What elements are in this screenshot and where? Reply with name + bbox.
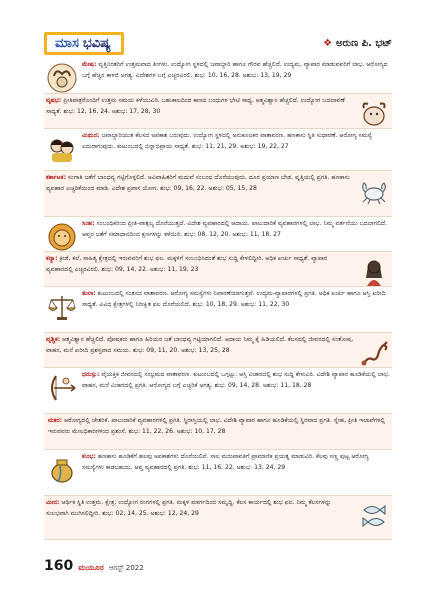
scorpio-icon	[358, 337, 390, 368]
list-item	[44, 94, 392, 129]
sign-name: ಮೀನ:	[46, 499, 60, 506]
gemini-icon	[46, 133, 78, 165]
sign-text: ಆತ್ಮವಿಶ್ವಾಸ ಹೆಚ್ಚಲಿದೆ. ಪೋಷಕರು ಹಾಗೂ ಹಿರಿಯರ ಜತೆ ಬಾಂಧವ್ಯ ಗಟ್ಟಿಯಾಗಲಿದೆ. ಆದಾಯ ನಿಮ್ಮ ಕೈ ಹಿಡಿಯಲಿದೆ. ಕೆಲಸದಲ್ಲಿ ಜೀವನದಲ್ಲಿ ಸಂತೋಷ, ವಾಹನ, ಮನೆ ಖರೀದಿ ಪ್ರಶಸ್ತವಾದ ಸಮಯ. ಶುಭ: 09, 11, 20. ಅಶುಭ: 13, 25, 28	[46, 336, 354, 354]
list-item	[44, 171, 392, 217]
page-number: 160	[44, 558, 74, 574]
sign-text: ಆರೋಗ್ಯದಲ್ಲಿ ಚೇತರಿಕೆ. ಪಾಲುದಾರಿಕೆ ವ್ಯವಹಾರಗಳಲ್ಲಿ ಪ್ರಗತಿ. ಸ್ಥಿರಾಸ್ತಿಯಲ್ಲಿ ಲಾಭ. ವಿದೇಶಿ ವ್ಯಾಪಾರ ಹಾಗೂ ಹೂಡಿಕೆಯಲ್ಲಿ ಸ್ಥಿರವಾದ ಪ್ರಗತಿ. ಸ್ನೇಹ, ಪ್ರೀತಿ ಇಲಾಖೆಗಳಲ್ಲಿ ಇರುವವರು ಮೇಲಧಿಕಾರಿಗಳಿಂದ ಪ್ರಶಂಸೆ. ಶುಭ: 11, 22, 26. ಅಶುಭ: 10, 17, 28	[48, 417, 386, 435]
list-item	[44, 287, 392, 333]
leo-lion-icon	[46, 221, 78, 252]
sign-text: ಜವಾಬ್ದಾರಿಯುತ ಕೆಲಸದ ಅವಕಾಶ ಬರುವುದು. ಉದ್ಯೋಗ ಸ್ಥಳದಲ್ಲಿ ಅನುಕೂಲಕರ ವಾತಾವರಣ. ಹಣಕಾಸು ಸ್ಥಿತಿ ಸುಧಾರಣೆ. ಆರೋಗ್ಯ ಸಮಸ್ಯೆ ಎದುರಾಗುವುದು. ಕುಟುಂಬದಲ್ಲಿ ಭಿನ್ನಾಭಿಪ್ರಾಯ ಸಾಧ್ಯತೆ. ಶುಭ: 11, 21, 29. ಅಶುಭ: 19, 22, 27	[82, 132, 372, 150]
aquarius-pot-icon	[46, 454, 78, 486]
title-part-2: ಭವಿಷ್ಯ	[82, 36, 111, 51]
issue-month: ಆಗಸ್ಟ್ 2022	[108, 564, 144, 572]
page-title	[44, 32, 124, 55]
aries-icon	[46, 62, 78, 94]
list-item	[44, 217, 392, 252]
sign-text: ಕ್ರೀಡೆ, ಕಲೆ, ಸಾಹಿತ್ಯ ಕ್ಷೇತ್ರದಲ್ಲಿ ಇರುವವರಿಗೆ ಶುಭ ಫಲ. ಮಕ್ಕಳಿಗೆ ಸಂಬಂಧಿಸಿದಂತೆ ಶುಭ ಸುದ್ದಿ ಕೇಳಲಿದ್ದೀರಿ. ಅಧಿಕ ಖರ್ಚು ಸಾಧ್ಯತೆ. ವ್ಯಾಪಾರ ವ್ಯವಹಾರದಲ್ಲಿ ಎಚ್ಚರವಿರಲಿ. ಶುಭ: 09, 14, 22. ಅಶುಭ: 11, 19, 23	[46, 255, 328, 273]
cancer-crab-icon	[358, 175, 390, 207]
sign-name: ಧನುಸ್ಸು:	[82, 371, 100, 378]
sign-text: ವೃತ್ತಿನಿರತರಿಗೆ ಉತ್ತಮವಾದ ತಿಂಗಳು. ಉದ್ಯೋಗ ಸ್ಥಳದಲ್ಲಿ ಜವಾಬ್ದಾರಿ ಹಾಗೂ ಗೌರವ ಹೆಚ್ಚಲಿದೆ. ಉದ್ಯಮ, ವ್ಯಾಪಾರ ಮಾಡುವವರಿಗೆ ಲಾಭ. ಆರೋಗ್ಯದ ಬಗ್ಗೆ ಹೆಚ್ಚಿನ ಕಾಳಜಿ ಅಗತ್ಯ. ವಿದೇಶಗಳ ಬಗ್ಗೆ ಎಚ್ಚರವಿರಲಿ. ಶುಭ: 10, 16, 28. ಅಶುಭ: 13, 19, 29	[82, 61, 388, 79]
pisces-fish-icon	[358, 500, 390, 532]
sign-name: ತುಲಾ:	[82, 290, 96, 297]
libra-scales-icon	[46, 291, 78, 323]
sign-name: ಮಕರ:	[48, 417, 63, 424]
sign-text: ವೈಯಕ್ತಿಕ ಜೀವನದಲ್ಲಿ ಸಂಭ್ರಮದ ವಾತಾವರಣ. ಕುಟುಂಬದಲ್ಲಿ ಒಗ್ಗಟ್ಟು. ಆಸ್ತಿ ವಿಚಾರದಲ್ಲಿ ಶುಭ ಸುದ್ದಿ ಕೇಳುವಿರಿ. ವಿದೇಶಿ ವ್ಯಾಪಾರ ಹೂಡಿಕೆಯಲ್ಲಿ ಲಾಭ. ವಾಹನ, ಮನೆ ವಿಚಾರದಲ್ಲಿ ಪ್ರಗತಿ. ಆರೋಗ್ಯದ ಬಗ್ಗೆ ಎಚ್ಚರಿಕೆ ಅಗತ್ಯ. ಶುಭ: 09, 14, 28. ಅಶುಭ: 11, 18, 28	[82, 371, 391, 389]
sign-text: ಕುಟುಂಬದಲ್ಲಿ ಸಂತಸದ ವಾತಾವರಣ. ಆರೋಗ್ಯ ಸಮಸ್ಯೆಗಳು ನಿವಾರಣೆಯಾಗುತ್ತವೆ. ಉದ್ಯಮ-ವ್ಯಾಪಾರಗಳಲ್ಲಿ ಪ್ರಗತಿ. ಅಧಿಕ ಖರ್ಚು ಹಾಗೂ ಆಸ್ತಿ ಖರೀದಿ ಸಾಧ್ಯತೆ. ವಿವಿಧ ಕ್ಷೇತ್ರಗಳಲ್ಲಿ ನಿರೀಕ್ಷಿತ ಫಲ ದೊರೆಯಲಿದೆ. ಶುಭ: 10, 18, 29. ಅಶುಭ: 11, 22, 30	[82, 290, 386, 308]
horoscope-list	[44, 58, 392, 540]
sign-text: ಆರ್ಥಿಕ ಸ್ಥಿತಿ ಉತ್ತಮ. ಕ್ಷೇತ್ರ, ಉದ್ಯೋಗ ರಂಗಗಳಲ್ಲಿ ಪ್ರಗತಿ. ಮಕ್ಕಳ ಮಾರ್ಗದಿಂದ ಸಮೃದ್ಧಿ. ಕೆಲಸ ಕಾರ್ಯದಲ್ಲಿ ಶುಭ ಫಲ. ನಿಮ್ಮ ಕೆಲಸಗಳನ್ನು ಸುಲಭವಾಗಿ ಮುಗಿಸಲಿದ್ದೀರಿ. ಶುಭ: 02, 14, 25. ಅಶುಭ: 12, 24, 29	[46, 499, 332, 517]
sign-name: ಮಿಥುನ:	[82, 132, 100, 139]
list-item	[44, 414, 392, 450]
sign-name: ಕರ್ಕಾಟಕ:	[46, 174, 66, 181]
list-item	[44, 368, 392, 414]
list-item	[44, 450, 392, 496]
sign-name: ಕುಂಭ:	[82, 453, 96, 460]
author-byline	[323, 38, 392, 49]
sign-text: ಪ್ರೀತಿಪಾತ್ರರೊಂದಿಗೆ ಉತ್ತಮ ಸಮಯ ಕಳೆಯುವಿರಿ. ಬಹುಕಾಲದಿಂದ ಕಾಣದ ಬಂಧುಗಳ ಭೇಟಿ ಸಾಧ್ಯ. ಆತ್ಮವಿಶ್ವಾಸ ಹೆಚ್ಚಲಿದೆ. ಉದ್ಯೋಗ ಬದಲಾವಣೆ ಸಾಧ್ಯತೆ. ಶುಭ: 12, 16, 24. ಅಶುಭ: 17, 28, 30	[46, 97, 345, 115]
list-item	[44, 252, 392, 287]
taurus-icon	[358, 98, 390, 129]
sign-name: ವೃಶ್ಚಿಕ:	[46, 336, 61, 343]
sign-text: ಸಂಬಂಧಿಕರಿಂದ ಪ್ರೀತಿ-ವಾತ್ಸಲ್ಯ ದೊರೆಯುತ್ತದೆ. ವಿದೇಶ ವ್ಯವಹಾರದಲ್ಲಿ ಆದಾಯ. ಪಾಲುದಾರಿಕೆ ವ್ಯವಹಾರಗಳಲ್ಲಿ ಲಾಭ. ನಿಮ್ಮ ವರ್ತನೆಯು ಬದಲಾಗಲಿದೆ. ಆಪ್ತರ ಜತೆಗೆ ಸಮಾಧಾನದಿಂದ ಕ್ಷಣಗಳನ್ನು ಕಳೆಯಿರಿ. ಶುಭ: 08, 12, 20. ಅಶುಭ: 11, 18, 27	[82, 220, 388, 238]
sign-name: ಕನ್ಯಾ:	[46, 255, 58, 262]
page-footer	[44, 558, 144, 574]
sign-text: ಸಂಗಾತಿ ಜತೆಗೆ ಬಾಂಧವ್ಯ ಗಟ್ಟಿಗೊಳ್ಳಲಿದೆ. ಅವಿವಾಹಿತರಿಗೆ ಮದುವೆ ಸಂಬಂಧ ದೊರೆಯುವುದು. ದೂರ ಪ್ರಯಾಣ ಬೇಡ. ವೃತ್ತಿಯಲ್ಲಿ ಪ್ರಗತಿ. ಹಣಕಾಸು ವ್ಯವಹಾರ ಎಚ್ಚರಿಕೆಯಿಂದ ಮಾಡಿ. ವಿದೇಶ ಪ್ರವಾಸ ಯೋಗ. ಶುಭ: 09, 16, 22. ಅಶುಭ: 05, 15, 28	[46, 174, 350, 192]
list-item	[44, 333, 392, 368]
star-icon: ❖	[323, 38, 333, 49]
sagittarius-archer-icon	[46, 372, 78, 404]
list-item	[44, 496, 392, 540]
list-item	[44, 129, 392, 171]
sign-name: ವೃಷಭ:	[46, 97, 62, 104]
sign-text: ಹಣಕಾಸು ಹೂಡಿಕೆಗೆ ಹಲವು ಅವಕಾಶಗಳು ದೊರೆಯಲಿವೆ. ಸಾಲ ಮರುಪಾವತಿಗೆ ಪ್ರಾಮಾಣಿಕ ಪ್ರಯತ್ನ ಮಾಡುವಿರಿ. ಕೆಲವು ಸಣ್ಣ ಪುಟ್ಟ ಆರೋಗ್ಯ ಸಮಸ್ಯೆಗಳು ಕಾಡಬಹುದು. ಆಪ್ತ ವ್ಯವಹಾರದಲ್ಲಿ ಪ್ರಗತಿ. ಶುಭ: 11, 16, 22. ಅಶುಭ: 13, 24, 29	[82, 453, 369, 471]
author-name: ಅರುಣ ಪಿ. ಭಟ್	[336, 38, 392, 49]
magazine-logo: ಮಯೂರ	[78, 563, 104, 572]
sign-name: ಮೇಷ:	[82, 61, 97, 68]
virgo-icon	[358, 256, 390, 287]
title-part-1: ಮಾಸ	[55, 36, 79, 51]
sign-name: ಸಿಂಹ:	[82, 220, 95, 227]
list-item	[44, 58, 392, 94]
